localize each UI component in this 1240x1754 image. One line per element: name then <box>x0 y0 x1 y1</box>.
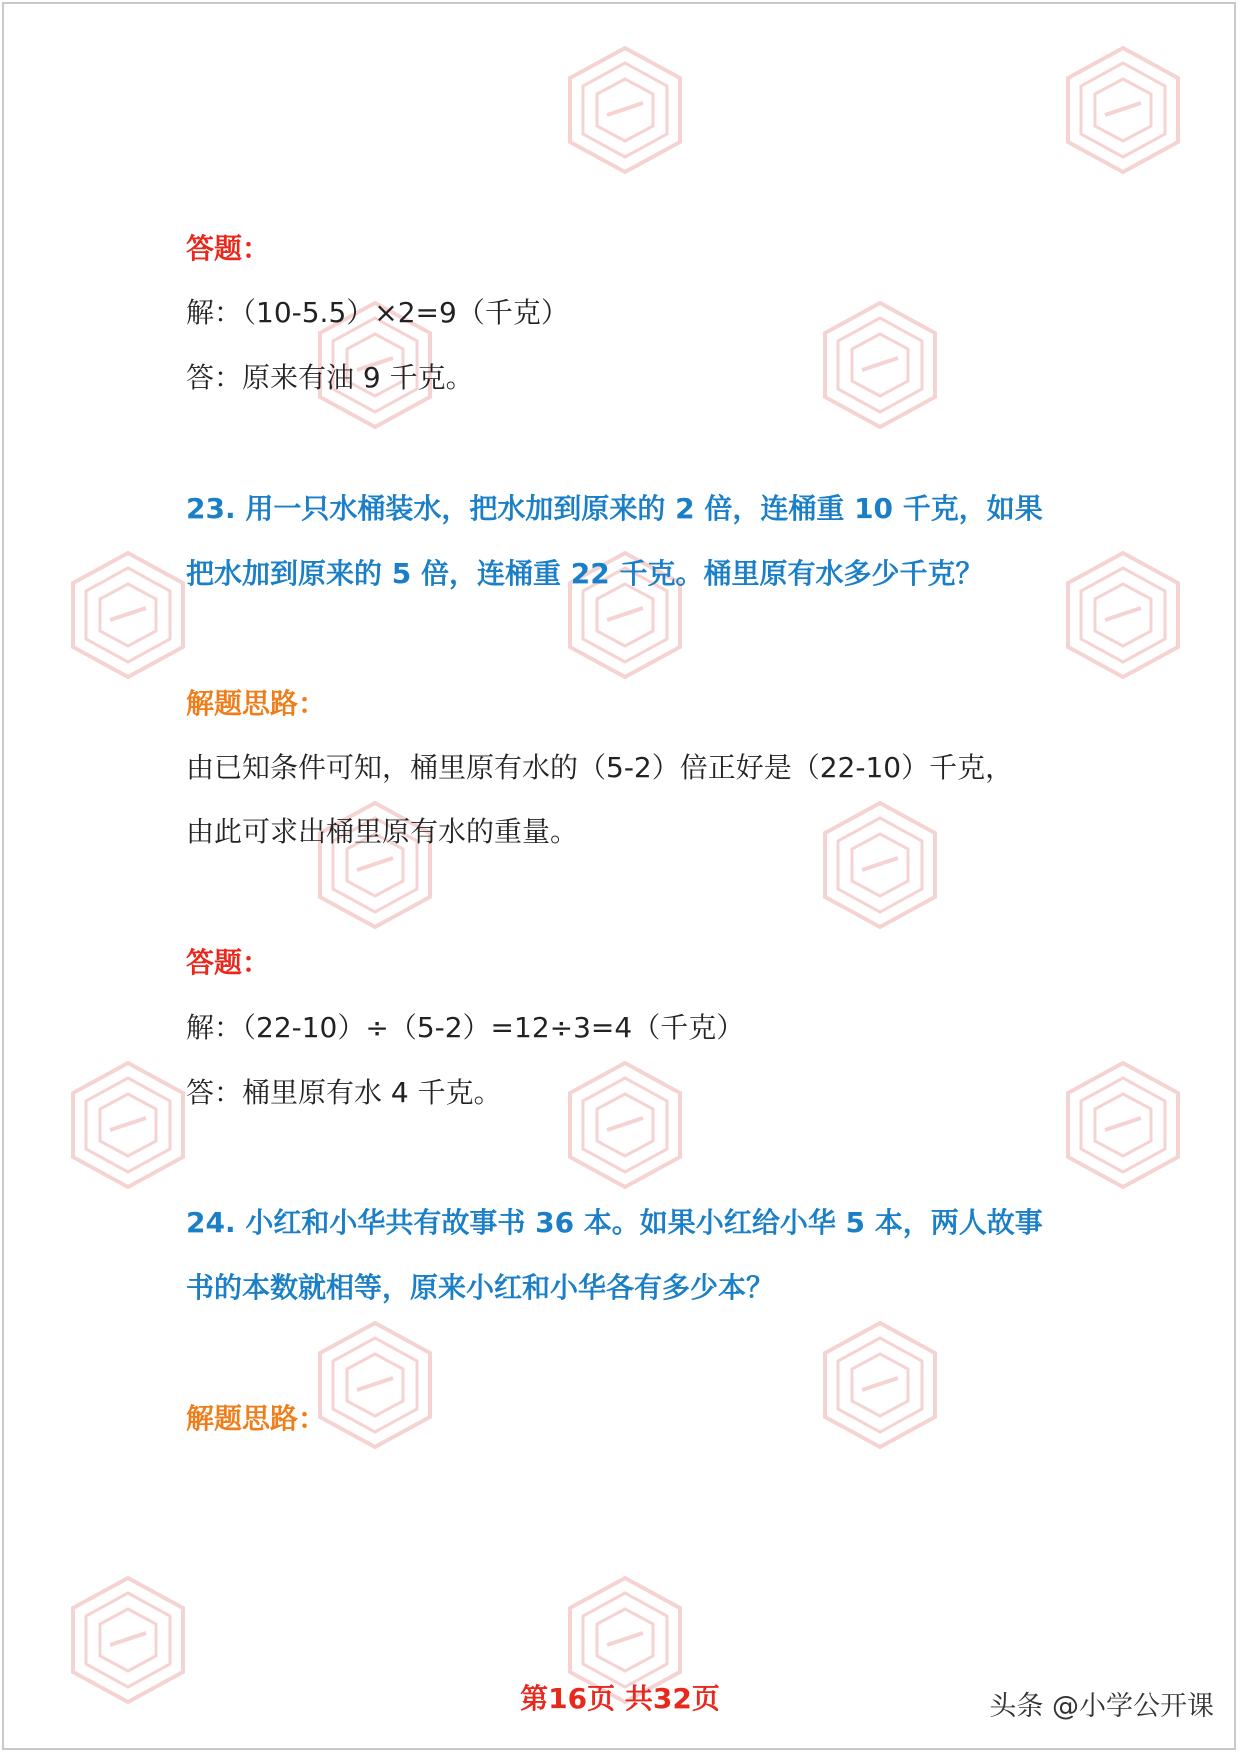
thinking-line: 由此可求出桶里原有水的重量。 <box>186 815 579 848</box>
watermark-logo-icon <box>315 1320 435 1450</box>
question-24-line-2: 书的本数就相等，原来小红和小华各有多少本？ <box>186 1271 775 1304</box>
answer-line: 答：桶里原有水 4 千克。 <box>186 1076 502 1109</box>
watermark-logo-icon <box>820 800 940 930</box>
watermark-logo-icon <box>1063 45 1183 175</box>
watermark-logo-icon <box>565 45 685 175</box>
page-number: 第16页 共32页 <box>520 1682 720 1715</box>
thinking-label: 解题思路： <box>186 1402 327 1435</box>
question-24-line-1: 24. 小红和小华共有故事书 36 本。如果小红给小华 5 本，两人故事 <box>186 1206 1043 1239</box>
watermark-logo-icon <box>565 1060 685 1190</box>
thinking-line: 由已知条件可知，桶里原有水的（5-2）倍正好是（22-10）千克， <box>186 751 1014 784</box>
answer-line: 答：原来有油 9 千克。 <box>186 361 474 394</box>
watermark-logo-icon <box>1063 550 1183 680</box>
question-23-line-2: 把水加到原来的 5 倍，连桶重 22 千克。桶里原有水多少千克？ <box>186 557 984 590</box>
answer-label: 答题： <box>186 946 271 979</box>
answer-label: 答题： <box>186 232 271 265</box>
watermark-logo-icon <box>820 1320 940 1450</box>
watermark-logo-icon <box>820 300 940 430</box>
source-credit: 头条 @小学公开课 <box>989 1691 1214 1722</box>
watermark-logo-icon <box>68 550 188 680</box>
question-23-line-1: 23. 用一只水桶装水，把水加到原来的 2 倍，连桶重 10 千克，如果 <box>186 492 1043 525</box>
watermark-logo-icon <box>68 1060 188 1190</box>
solution-line: 解：（22-10）÷（5-2）=12÷3=4（千克） <box>186 1011 745 1044</box>
watermark-logo-icon <box>1063 1060 1183 1190</box>
solution-line: 解：（10-5.5）×2=9（千克） <box>186 296 569 329</box>
thinking-label: 解题思路： <box>186 687 327 720</box>
